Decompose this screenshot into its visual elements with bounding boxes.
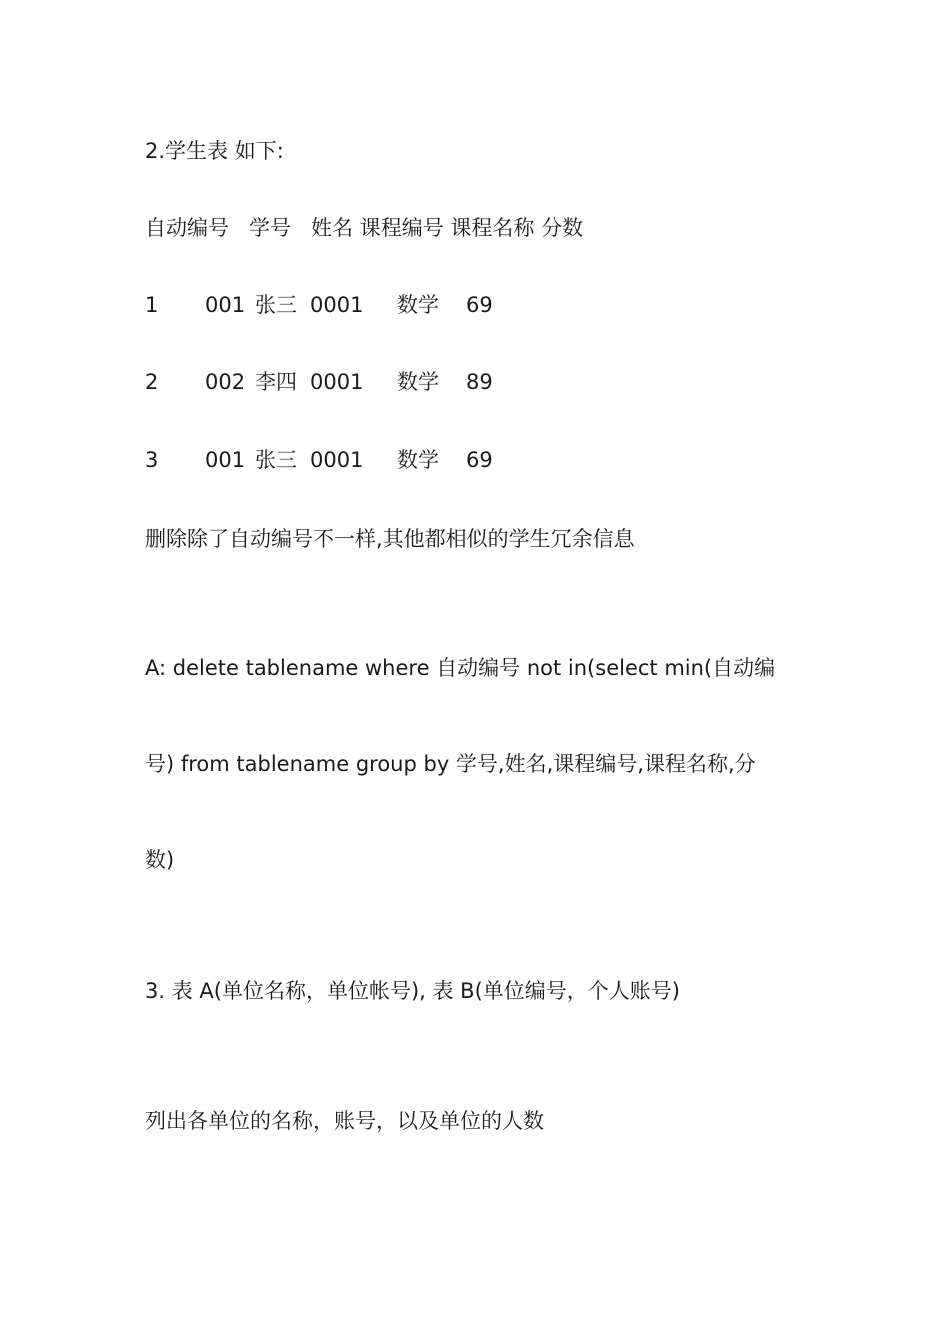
cell-score: 69 (466, 448, 493, 472)
cell-course-name: 数学 (397, 370, 439, 394)
table-row (145, 372, 845, 396)
table-header: 自动编号 学号 姓名 课程编号 课程名称 分数 (145, 216, 584, 240)
answer-line: A: delete tablename where 自动编号 not in(select min(自动编 (145, 656, 776, 680)
cell-course-name: 数学 (397, 448, 439, 472)
cell-student-no: 001 (205, 293, 246, 317)
cell-name: 张三 (255, 448, 297, 472)
cell-score: 69 (466, 293, 493, 317)
cell-name: 张三 (255, 293, 297, 317)
question-3-task: 列出各单位的名称，账号，以及单位的人数 (145, 1109, 544, 1133)
answer-line: 数) (145, 848, 175, 872)
cell-student-no: 001 (205, 448, 246, 472)
cell-course-no: 0001 (310, 448, 364, 472)
answer-line: 号) from tablename group by 学号,姓名,课程编号,课程名称,分 (145, 752, 756, 776)
question-2-title: 2.学生表 如下: (145, 139, 284, 163)
cell-course-no: 0001 (310, 370, 364, 394)
cell-score: 89 (466, 370, 493, 394)
question-2-task: 删除除了自动编号不一样,其他都相似的学生冗余信息 (145, 527, 635, 551)
table-row (145, 295, 845, 319)
cell-auto-id: 1 (145, 293, 159, 317)
cell-student-no: 002 (205, 370, 246, 394)
cell-course-no: 0001 (310, 293, 364, 317)
table-row (145, 450, 845, 474)
cell-auto-id: 2 (145, 370, 159, 394)
cell-name: 李四 (255, 370, 297, 394)
cell-course-name: 数学 (397, 293, 439, 317)
cell-auto-id: 3 (145, 448, 159, 472)
question-3-title: 3. 表 A(单位名称，单位帐号), 表 B(单位编号，个人账号) (145, 979, 680, 1003)
